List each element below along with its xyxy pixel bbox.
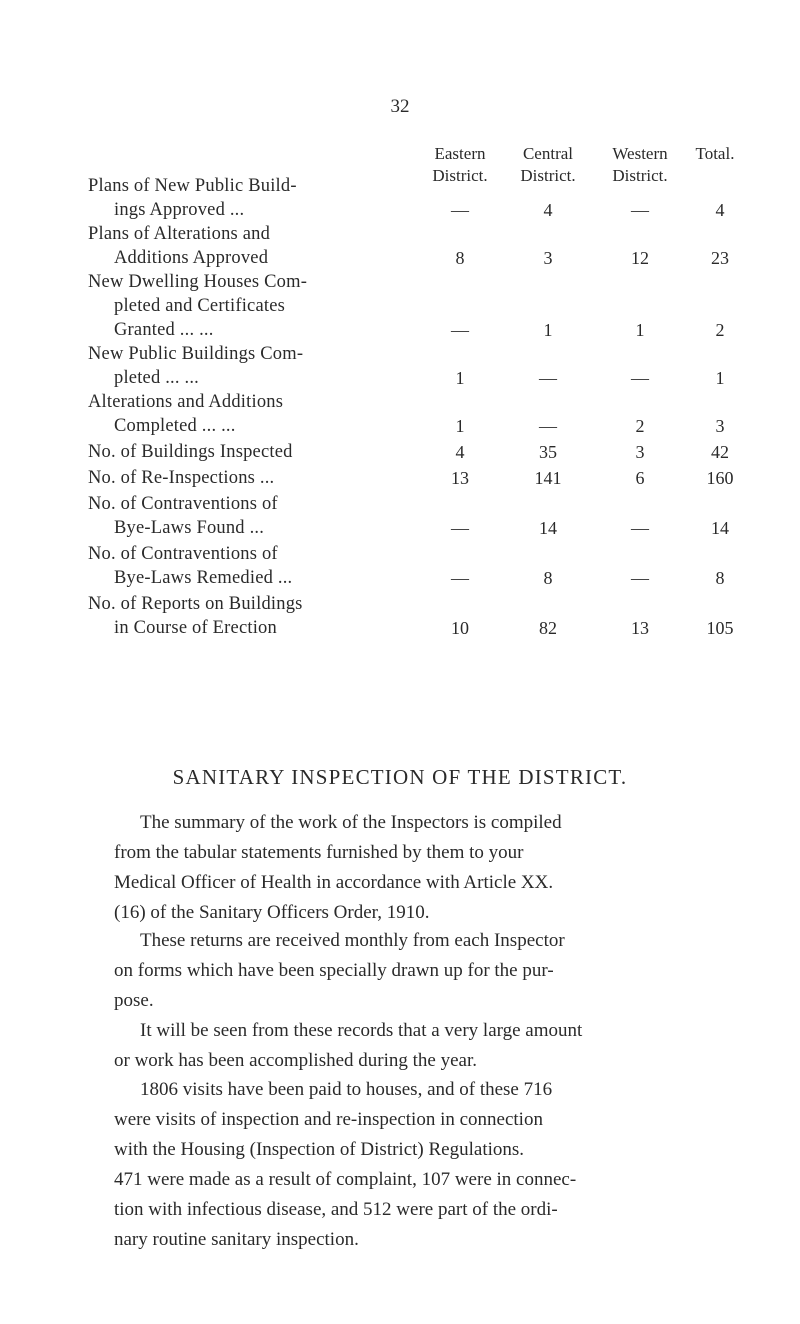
table-cell: — <box>539 416 557 436</box>
table-cell: 82 <box>539 618 557 638</box>
table-row-label <box>88 222 418 270</box>
column-header-eastern <box>420 143 500 187</box>
row-label-line: No. of Buildings Inspected <box>88 442 293 462</box>
row-label-line: pleted and Certificates <box>114 296 286 316</box>
paragraph-line: These returns are received monthly from each Inspector <box>140 930 565 951</box>
paragraph-line: or work has been accomplished during the year. <box>114 1050 477 1071</box>
table-row-label <box>88 390 418 438</box>
row-label-line: Alterations and Additions <box>88 392 284 412</box>
table-cell: 14 <box>539 518 557 538</box>
paragraph-line: pose. <box>114 990 154 1011</box>
table-cell: 8 <box>543 568 553 588</box>
table-cell: 14 <box>711 518 729 538</box>
table-row-label <box>88 174 418 222</box>
row-label-line: pleted ... ... <box>114 368 200 388</box>
table-cell: — <box>631 200 649 220</box>
table-row-label <box>88 592 418 640</box>
paragraph-line: on forms which have been specially drawn up for the pur- <box>114 960 554 981</box>
paragraph-line: Medical Officer of Health in accordance with Article XX. <box>114 872 554 893</box>
table-row-label <box>88 440 418 464</box>
paragraph-line: 471 were made as a result of complaint, 107 were in connec- <box>114 1169 577 1190</box>
paragraph-line: (16) of the Sanitary Officers Order, 1910. <box>114 902 430 923</box>
column-header-line: District. <box>432 166 488 185</box>
paragraph-line: were visits of inspection and re-inspection in connection <box>114 1109 543 1130</box>
row-label-line: No. of Contraventions of <box>88 494 278 514</box>
table-cell: 3 <box>635 442 645 462</box>
row-label-line: Granted ... ... <box>114 320 214 340</box>
column-header-line: Total. <box>695 144 735 163</box>
paragraph-line: tion with infectious disease, and 512 were part of the ordi- <box>114 1199 558 1220</box>
row-label-line: New Public Buildings Com- <box>88 344 304 364</box>
table-cell: 23 <box>711 248 729 268</box>
column-header-line: Eastern <box>434 144 486 163</box>
paragraph-line: It will be seen from these records that a very large amount <box>140 1020 583 1041</box>
body-paragraph <box>114 1075 738 1255</box>
column-header-total <box>680 143 750 165</box>
table-cell: 4 <box>455 442 465 462</box>
paragraph-line: nary routine sanitary inspection. <box>114 1229 359 1250</box>
body-paragraph <box>114 808 738 928</box>
table-row-label <box>88 270 418 342</box>
table-cell: 8 <box>715 568 725 588</box>
table-cell: — <box>451 200 469 220</box>
page-number: 32 <box>390 96 410 117</box>
table-cell: 1 <box>635 320 645 340</box>
paragraph-line: from the tabular statements furnished by them to your <box>114 842 524 863</box>
table-cell: 141 <box>534 468 562 488</box>
row-label-line: Plans of Alterations and <box>88 224 271 244</box>
table-cell: 42 <box>711 442 729 462</box>
row-label-line: Additions Approved <box>114 248 269 268</box>
row-label-line: No. of Re-Inspections ... <box>88 468 275 488</box>
paragraph-line: 1806 visits have been paid to houses, and of these 716 <box>140 1079 553 1100</box>
table-cell: 105 <box>706 618 734 638</box>
column-header-western <box>595 143 685 187</box>
table-cell: — <box>451 320 469 340</box>
column-header-central <box>503 143 593 187</box>
table-cell: — <box>631 368 649 388</box>
column-header-line: District. <box>520 166 576 185</box>
table-cell: 1 <box>715 368 725 388</box>
column-header-line: Western <box>612 144 668 163</box>
row-label-line: in Course of Erection <box>114 618 277 638</box>
table-cell: 3 <box>543 248 553 268</box>
table-cell: 2 <box>635 416 645 436</box>
row-label-line: Completed ... ... <box>114 416 236 436</box>
table-cell: 8 <box>455 248 465 268</box>
body-paragraph <box>114 1016 738 1076</box>
table-cell: 160 <box>706 468 734 488</box>
row-label-line: No. of Contraventions of <box>88 544 278 564</box>
table-cell: — <box>631 568 649 588</box>
table-cell: 6 <box>635 468 645 488</box>
table-cell: — <box>539 368 557 388</box>
table-row-label <box>88 492 418 540</box>
table-cell: 1 <box>543 320 553 340</box>
table-cell: 10 <box>451 618 469 638</box>
table-cell: 13 <box>631 618 649 638</box>
table-cell: 12 <box>631 248 649 268</box>
table-cell: — <box>451 568 469 588</box>
table-cell: 1 <box>455 368 465 388</box>
row-label-line: ings Approved ... <box>114 200 245 220</box>
row-label-line: New Dwelling Houses Com- <box>88 272 308 292</box>
table-cell: — <box>631 518 649 538</box>
table-cell: 4 <box>715 200 725 220</box>
table-row-label <box>88 466 418 490</box>
table-cell: 2 <box>715 320 725 340</box>
table-cell: 3 <box>715 416 725 436</box>
row-label-line: Plans of New Public Build- <box>88 176 297 196</box>
table-row-label <box>88 542 418 590</box>
body-paragraph <box>114 926 738 1016</box>
row-label-line: No. of Reports on Buildings <box>88 594 303 614</box>
table-cell: 1 <box>455 416 465 436</box>
section-heading: SANITARY INSPECTION OF THE DISTRICT. <box>172 765 628 789</box>
row-label-line: Bye-Laws Remedied ... <box>114 568 293 588</box>
paragraph-line: with the Housing (Inspection of District) Regulations. <box>114 1139 525 1160</box>
table-cell: 4 <box>543 200 553 220</box>
table-cell: 35 <box>539 442 557 462</box>
paragraph-line: The summary of the work of the Inspectors is compiled <box>140 812 562 833</box>
table-cell: 13 <box>451 468 469 488</box>
column-header-line: Central <box>522 144 574 163</box>
table-row-label <box>88 342 418 390</box>
table-cell: — <box>451 518 469 538</box>
row-label-line: Bye-Laws Found ... <box>114 518 265 538</box>
column-header-line: District. <box>612 166 668 185</box>
